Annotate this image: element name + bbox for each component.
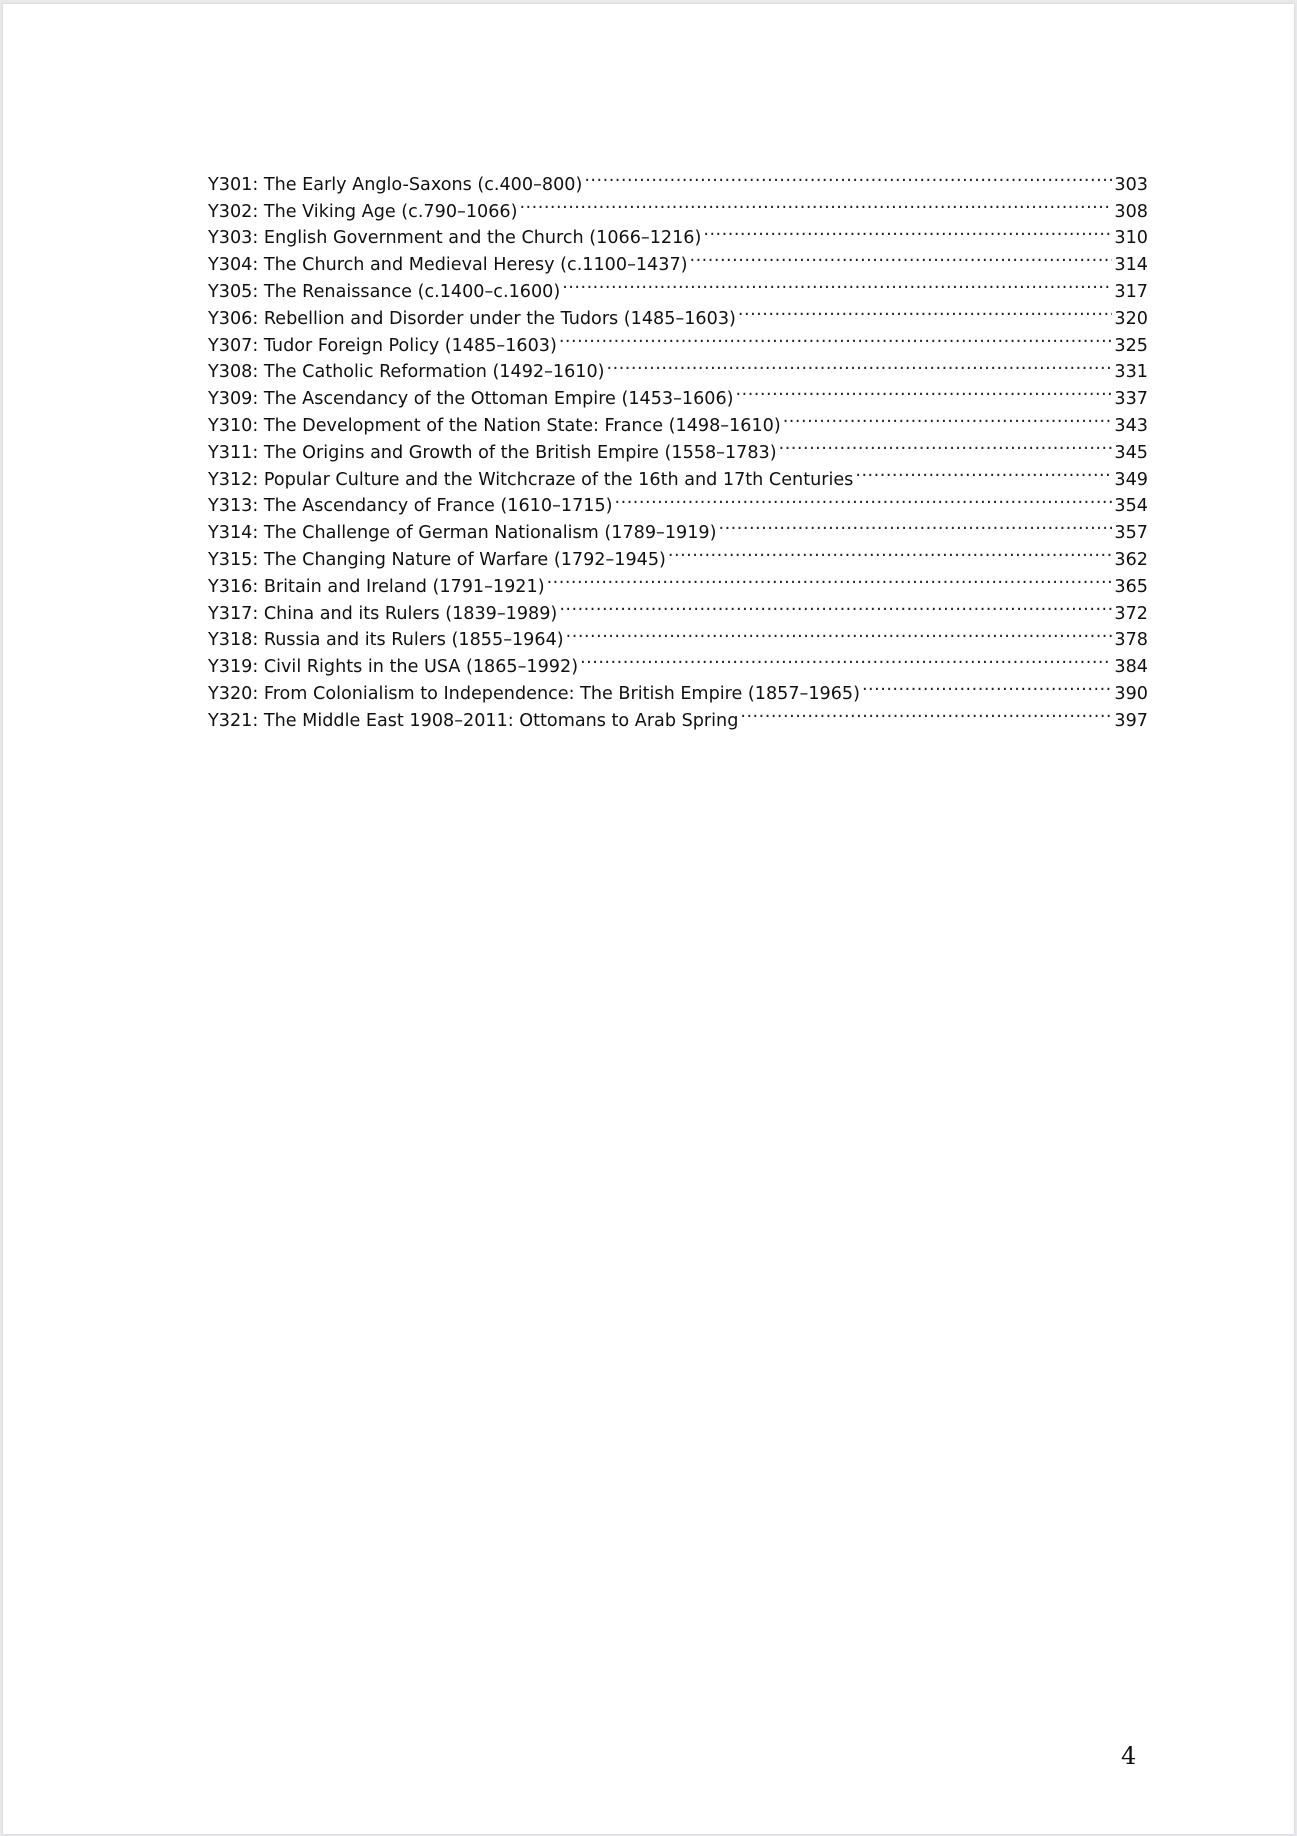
toc-entry-title: Y310: The Development of the Nation State: France (1498–1610) [208, 415, 781, 436]
dot-leader [562, 270, 1112, 297]
dot-leader [779, 431, 1113, 458]
toc-entry-title: Y305: The Renaissance (c.1400–c.1600) [208, 281, 561, 302]
toc-entry-title: Y314: The Challenge of German Nationalism (1789–1919) [208, 523, 717, 544]
toc-entry-page: 397 [1114, 710, 1148, 731]
toc-entry-title: Y313: The Ascendancy of France (1610–1715) [208, 496, 613, 517]
toc-entry-page: 390 [1114, 683, 1148, 704]
toc-entry-title: Y309: The Ascendancy of the Ottoman Empire (1453–1606) [208, 389, 734, 410]
toc-entry-page: 317 [1114, 281, 1148, 302]
dot-leader [559, 592, 1112, 619]
toc-entry-page: 314 [1114, 255, 1148, 276]
toc-entry-title: Y301: The Early Anglo-Saxons (c.400–800) [208, 174, 583, 195]
toc-entry-page: 345 [1114, 442, 1148, 463]
toc-entry-y301[interactable] [208, 163, 1148, 195]
toc-entry-title: Y311: The Origins and Growth of the British Empire (1558–1783) [208, 442, 777, 463]
dot-leader [862, 672, 1112, 699]
toc-entry-title: Y302: The Viking Age (c.790–1066) [208, 201, 518, 222]
toc-entry-page: 303 [1114, 174, 1148, 195]
toc-entry-title: Y304: The Church and Medieval Heresy (c.1100–1437) [208, 255, 688, 276]
toc-entry-page: 337 [1114, 389, 1148, 410]
toc-entry-title: Y312: Popular Culture and the Witchcraze of the 16th and 17th Centuries [208, 469, 854, 490]
toc-entry-title: Y317: China and its Rulers (1839–1989) [208, 603, 558, 624]
dot-leader [519, 190, 1112, 217]
toc-entry-title: Y318: Russia and its Rulers (1855–1964) [208, 630, 564, 651]
toc-entry-title: Y315: The Changing Nature of Warfare (1792–1945) [208, 549, 666, 570]
toc-entry-page: 331 [1114, 362, 1148, 383]
toc-entry-title: Y306: Rebellion and Disorder under the Tudors (1485–1603) [208, 308, 736, 329]
toc-entry-page: 362 [1114, 549, 1148, 570]
dot-leader [738, 297, 1113, 324]
dot-leader [566, 619, 1113, 646]
toc-entry-page: 343 [1114, 415, 1148, 436]
table-of-contents [208, 163, 1148, 731]
toc-entry-page: 310 [1114, 228, 1148, 249]
dot-leader [740, 699, 1112, 726]
toc-entry-page: 349 [1114, 469, 1148, 490]
toc-entry-page: 325 [1114, 335, 1148, 356]
document-page [3, 4, 1294, 1834]
toc-entry-page: 308 [1114, 201, 1148, 222]
dot-leader [607, 351, 1113, 378]
toc-entry-page: 372 [1114, 603, 1148, 624]
toc-entry-title: Y319: Civil Rights in the USA (1865–1992) [208, 657, 579, 678]
toc-entry-title: Y303: English Government and the Church (1066–1216) [208, 228, 702, 249]
dot-leader [584, 163, 1112, 190]
toc-entry-page: 357 [1114, 523, 1148, 544]
dot-leader [718, 511, 1112, 538]
dot-leader [736, 377, 1113, 404]
dot-leader [547, 565, 1113, 592]
page-number: 4 [1121, 1742, 1137, 1770]
toc-entry-title: Y321: The Middle East 1908–2011: Ottomans to Arab Spring [208, 710, 739, 731]
toc-entry-page: 354 [1114, 496, 1148, 517]
toc-entry-title: Y308: The Catholic Reformation (1492–1610) [208, 362, 605, 383]
dot-leader [559, 324, 1113, 351]
toc-entry-page: 378 [1114, 630, 1148, 651]
dot-leader [615, 485, 1113, 512]
toc-entry-title: Y320: From Colonialism to Independence: The British Empire (1857–1965) [208, 683, 860, 704]
toc-entry-title: Y307: Tudor Foreign Policy (1485–1603) [208, 335, 557, 356]
dot-leader [703, 217, 1112, 244]
toc-entry-page: 320 [1114, 308, 1148, 329]
toc-entry-title: Y316: Britain and Ireland (1791–1921) [208, 576, 545, 597]
dot-leader [690, 243, 1113, 270]
dot-leader [668, 538, 1113, 565]
dot-leader [855, 458, 1112, 485]
dot-leader [580, 645, 1112, 672]
toc-entry-page: 365 [1114, 576, 1148, 597]
toc-entry-page: 384 [1114, 657, 1148, 678]
dot-leader [783, 404, 1113, 431]
